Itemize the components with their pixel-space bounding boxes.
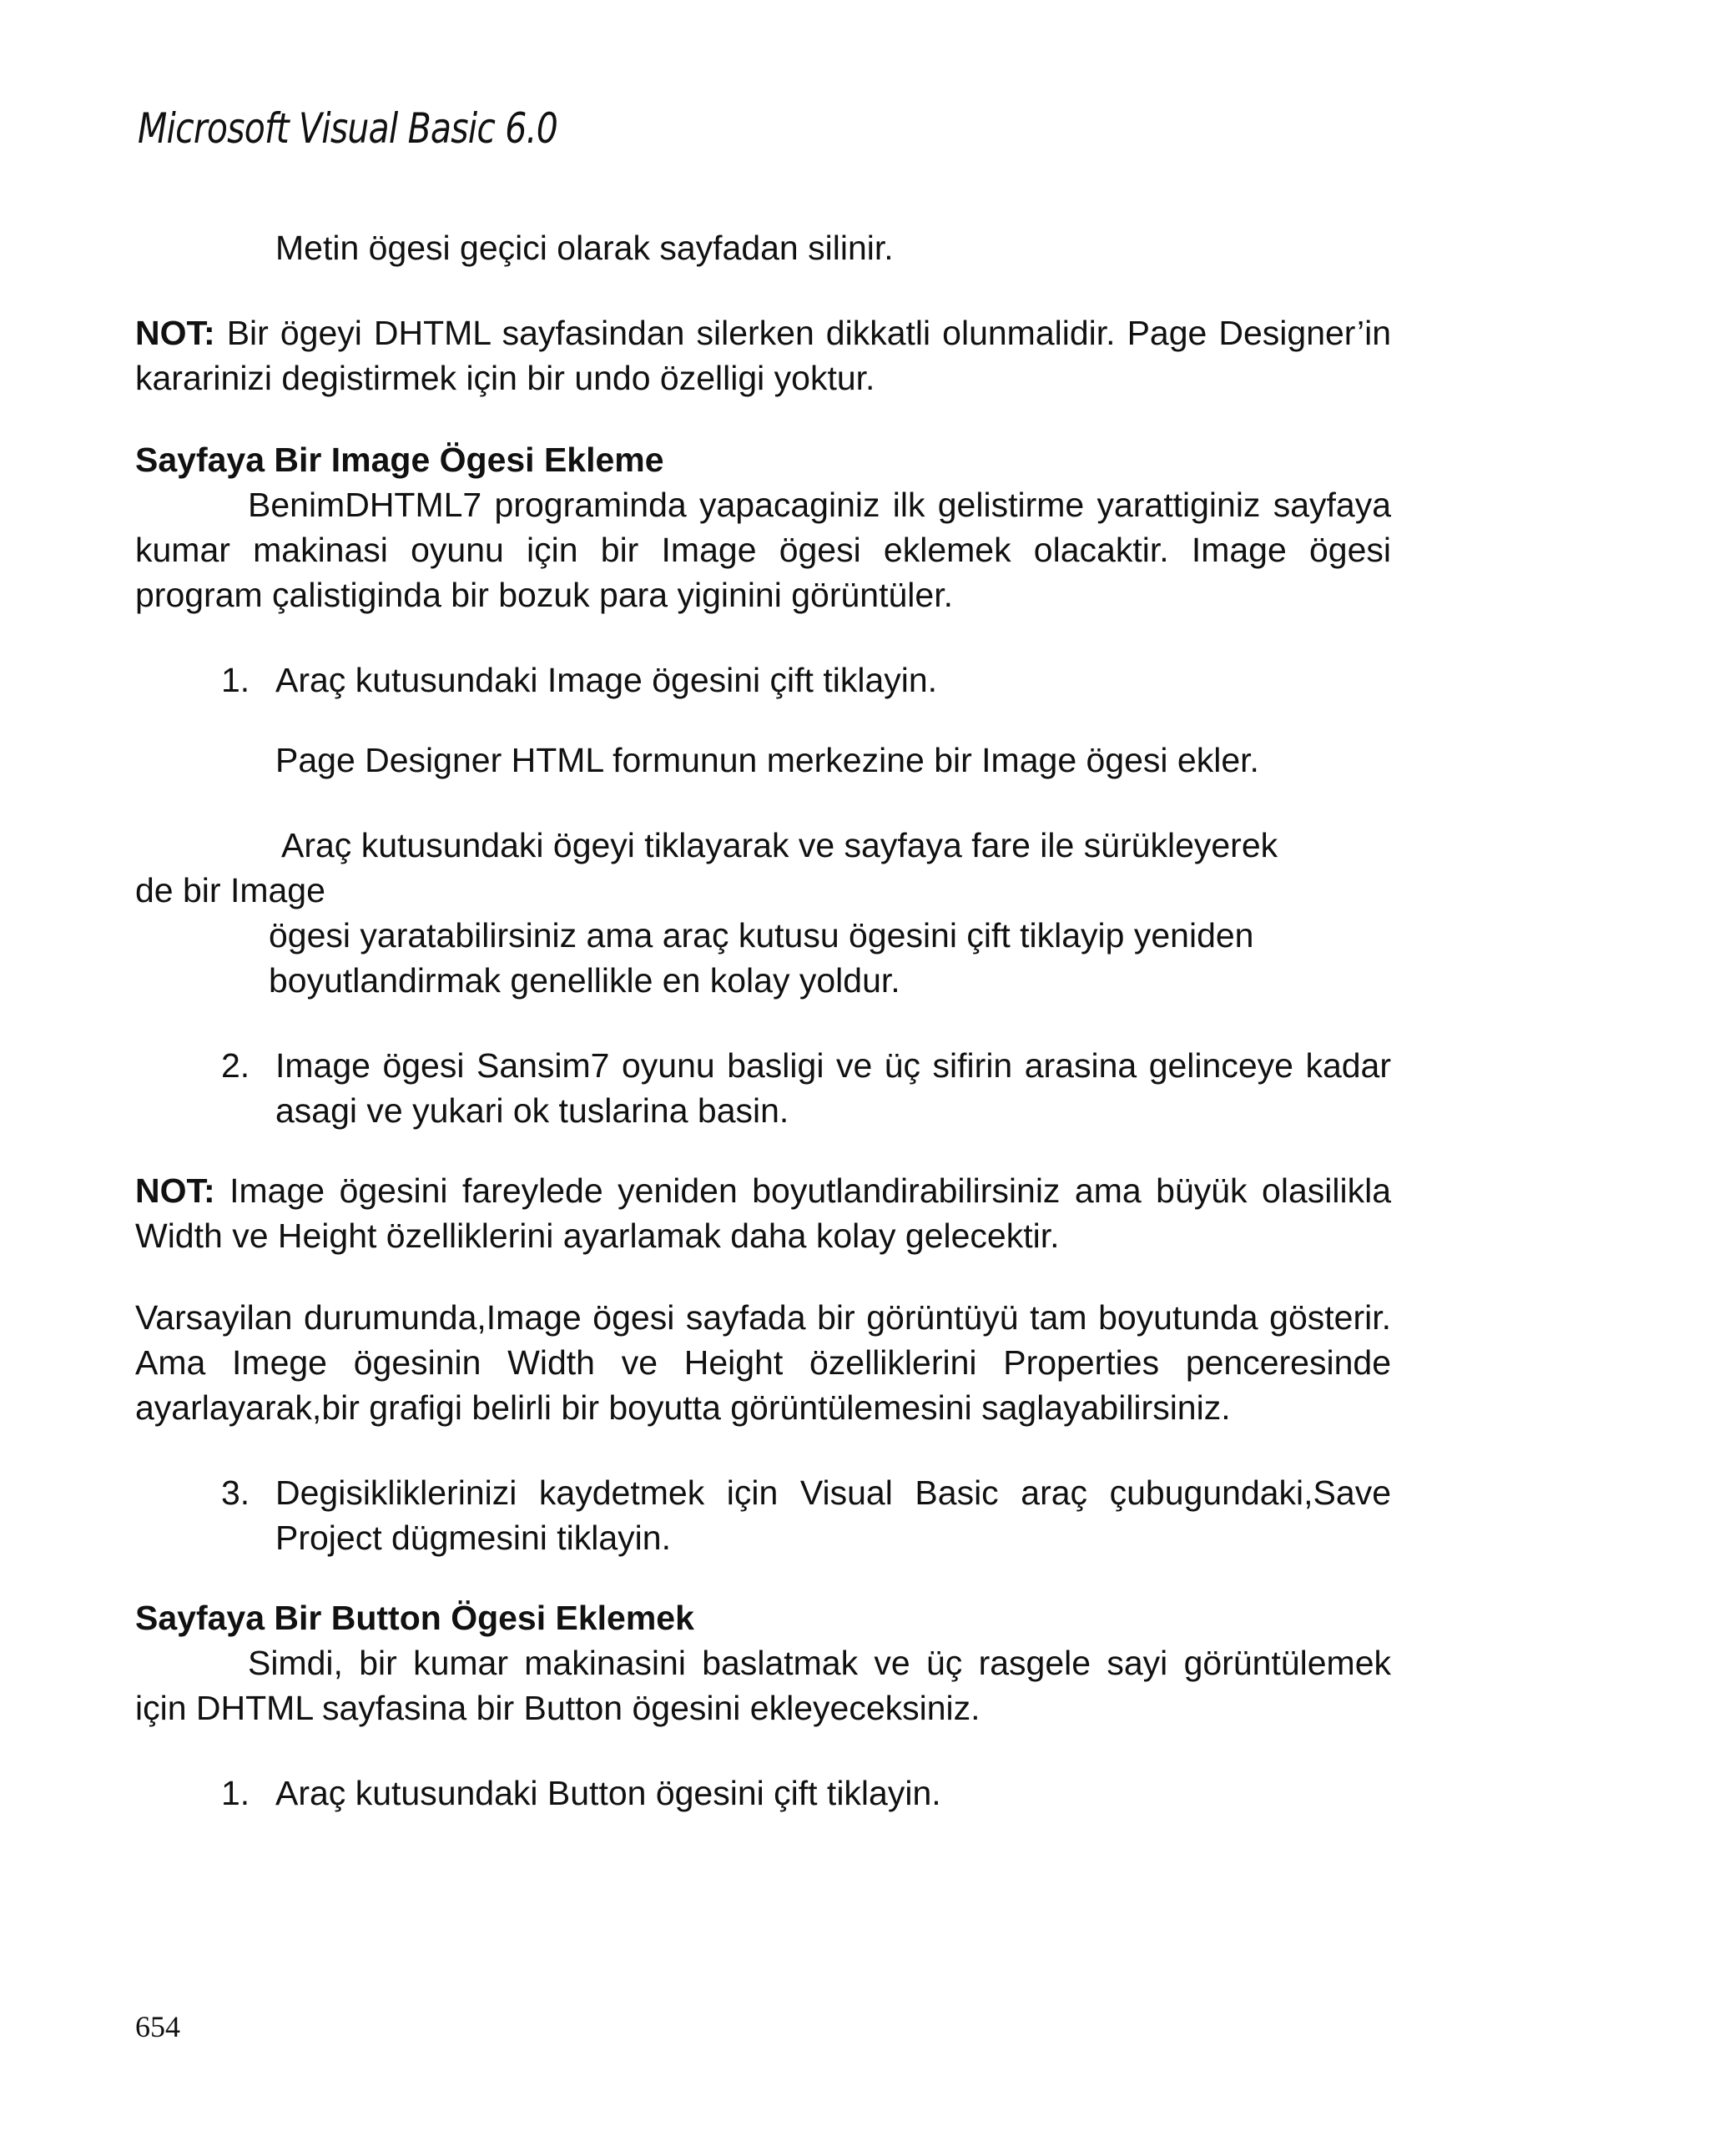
section-heading-image: Sayfaya Bir Image Ögesi Ekleme — [135, 441, 664, 479]
paragraph-image-intro: BenimDHTML7 programinda yapacaginiz ilk gelistirme yarattiginiz sayfaya kumar makinasi oyunu için bir Image ögesi eklemek olacaktir. Image ögesi program çalistiginda bir bozuk para yiginini görüntüler. — [135, 486, 1391, 614]
step-text: Araç kutusundaki Image ögesini çift tiklayin. — [275, 661, 938, 699]
note-text: Image ögesini fareylede yeniden boyutlandirabilirsiniz ama büyük olasilikla Width ve Height özelliklerini ayarlamak daha kolay gelecektir. — [135, 1171, 1391, 1255]
page-content — [135, 225, 1391, 1851]
tip-line: Araç kutusundaki ögeyi tiklayarak ve sayfaya fare ile sürükleyerek — [281, 826, 1278, 864]
note-label: NOT: — [135, 1171, 215, 1210]
note-undo — [135, 310, 1391, 400]
step-number: 2. — [221, 1046, 250, 1085]
tip-drag-drop — [135, 823, 1391, 1003]
paragraph-default-size: Varsayilan durumunda,Image ögesi sayfada bir görüntüyü tam boyutunda gösterir. Ama Imege ögesinin Width ve Height özelliklerini Properties penceresinde ayarlayarak,bir grafigi belirli bir boyutta görüntülemesini saglayabilirsiniz. — [135, 1298, 1391, 1427]
tip-line: ögesi yaratabilirsiniz ama araç kutusu ögesini çift tiklayip yeniden — [269, 916, 1254, 955]
step-number: 3. — [221, 1473, 250, 1512]
step-2-image — [135, 1043, 1391, 1133]
tip-line: de bir Image — [135, 871, 325, 909]
note-label: NOT: — [135, 314, 215, 352]
step-1-button — [135, 1771, 1391, 1816]
step-number: 1. — [221, 661, 250, 699]
paragraph-removed-text: Metin ögesi geçici olarak sayfadan silinir. — [275, 229, 894, 267]
note-text: Bir ögeyi DHTML sayfasindan silerken dikkatli olunmalidir. Page Designer’in kararinizi degistirmek için bir undo özelligi yoktur. — [135, 314, 1391, 397]
step-3-save — [135, 1470, 1391, 1560]
note-resize — [135, 1168, 1391, 1258]
step-text: Araç kutusundaki Button ögesini çift tiklayin. — [275, 1774, 941, 1812]
page-number: 654 — [135, 2010, 180, 2043]
paragraph-button-intro: Simdi, bir kumar makinasini baslatmak ve üç rasgele sayi görüntülemek için DHTML sayfasina bir Button ögesini ekleyeceksiniz. — [135, 1644, 1391, 1727]
step-text: Degisikliklerinizi kaydetmek için Visual Basic araç çubugundaki,Save Project dügmesini tiklayin. — [275, 1473, 1391, 1557]
tip-line: boyutlandirmak genellikle en kolay yoldur. — [269, 961, 900, 1000]
step-text: Image ögesi Sansim7 oyunu basligi ve üç sifirin arasina gelinceye kadar asagi ve yukari ok tuslarina basin. — [275, 1046, 1391, 1130]
step-1-image — [135, 657, 1391, 703]
section-heading-button: Sayfaya Bir Button Ögesi Eklemek — [135, 1599, 694, 1637]
running-header: Microsoft Visual Basic 6.0 — [138, 104, 558, 153]
step-1-result: Page Designer HTML formunun merkezine bir Image ögesi ekler. — [275, 741, 1259, 779]
step-number: 1. — [221, 1774, 250, 1812]
